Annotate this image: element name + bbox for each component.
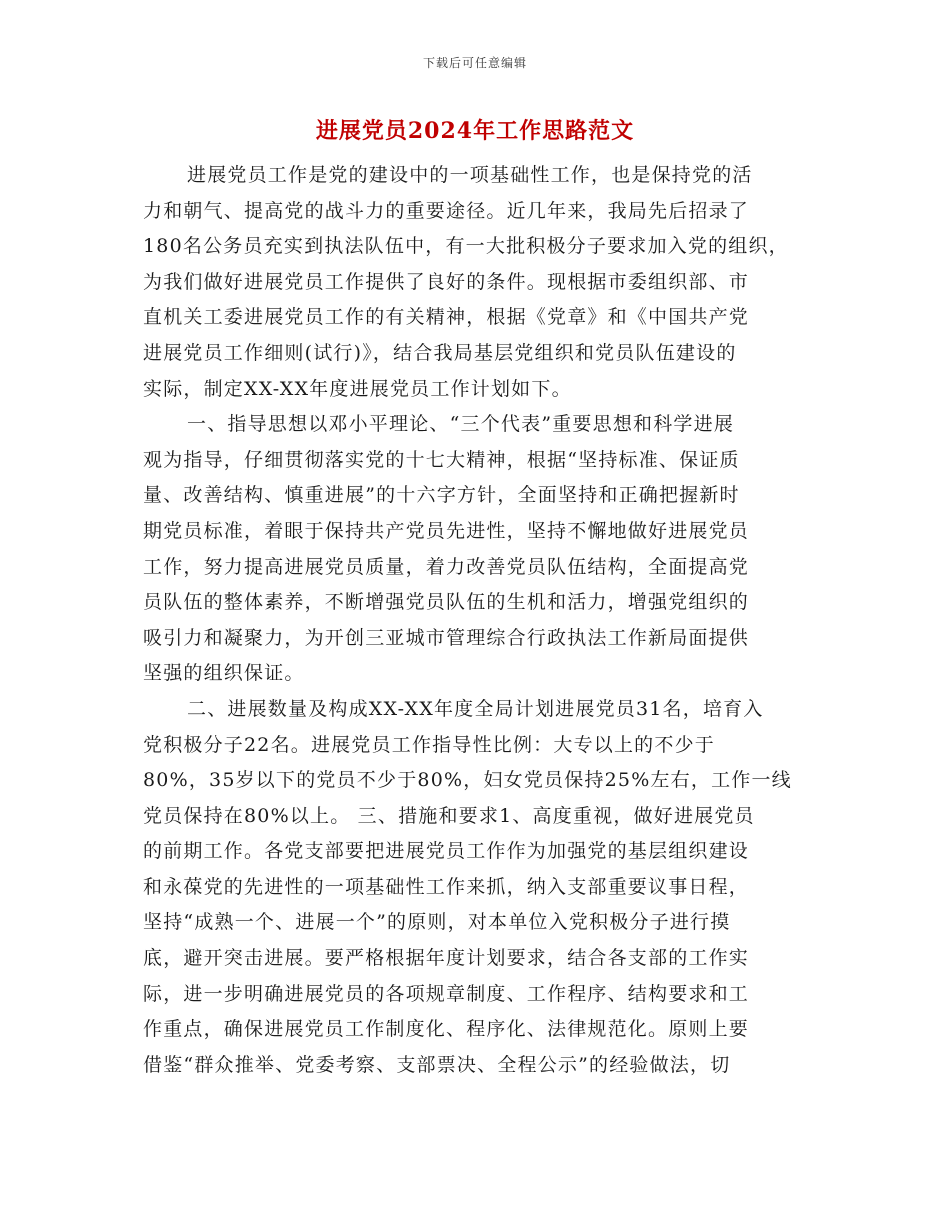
body-line: 实际，制定XX-XX年度进展党员工作计划如下。 bbox=[143, 377, 572, 400]
body-line: 为我们做好进展党员工作提供了良好的条件。现根据市委组织部、市 bbox=[143, 270, 750, 293]
header-note: 下载后可任意编辑 bbox=[422, 56, 527, 70]
body-line: 工作，努力提高进展党员质量，着力改善党员队伍结构，全面提高党 bbox=[143, 555, 750, 578]
body-line: 借鉴“群众推举、党委考察、支部票决、全程公示”的经验做法，切 bbox=[143, 1053, 731, 1076]
body-line: 观为指导，仔细贯彻落实党的十七大精神，根据“坚持标准、保证质 bbox=[143, 448, 740, 471]
body-line: 坚持“成熟一个、进展一个”的原则，对本单位入党积极分子进行摸 bbox=[143, 911, 731, 934]
body-line: 力和朝气、提高党的战斗力的重要途径。近几年来，我局先后招录了 bbox=[143, 199, 750, 222]
body-line: 进展党员工作是党的建设中的一项基础性工作，也是保持党的活 bbox=[187, 164, 753, 186]
body-line: 量、改善结构、慎重进展”的十六字方针，全面坚持和正确把握新时 bbox=[143, 484, 740, 507]
body-line: 和永葆党的先进性的一项基础性工作来抓，纳入支部重要议事日程， bbox=[143, 875, 750, 898]
body-line: 的前期工作。各党支部要把进展党员工作作为加强党的基层组织建设 bbox=[143, 840, 750, 863]
body-line: 际，进一步明确进展党员的各项规章制度、工作程序、结构要求和工 bbox=[143, 982, 750, 1005]
body-line: 期党员标准，着眼于保持共产党员先进性，坚持不懈地做好进展党员 bbox=[143, 519, 750, 542]
body-line: 进展党员工作细则(试行)》，结合我局基层党组织和党员队伍建设的 bbox=[143, 341, 737, 364]
body-line: 二、进展数量及构成XX-XX年度全局计划进展党员31名，培育入 bbox=[187, 697, 764, 720]
body-line: 底，避开突击进展。要严格根据年度计划要求，结合各支部的工作实 bbox=[143, 947, 750, 970]
body-line: 党积极分子22名。进展党员工作指导性比例：大专以上的不少于 bbox=[143, 733, 715, 756]
body-line: 党员保持在80%以上。 三、措施和要求1、高度重视，做好进展党员 bbox=[143, 804, 755, 827]
document-title: 进展党员2024年工作思路范文 bbox=[315, 118, 635, 144]
body-line: 吸引力和凝聚力，为开创三亚城市管理综合行政执法工作新局面提供 bbox=[143, 626, 750, 649]
body-line: 直机关工委进展党员工作的有关精神，根据《党章》和《中国共产党 bbox=[143, 306, 750, 329]
document-body bbox=[143, 158, 833, 1083]
body-line: 80%，35岁以下的党员不少于80%，妇女党员保持25%左右，工作一线 bbox=[143, 769, 792, 792]
body-line: 作重点，确保进展党员工作制度化、程序化、法律规范化。原则上要 bbox=[143, 1018, 750, 1041]
body-line: 坚强的组织保证。 bbox=[143, 662, 305, 685]
body-line: 一、指导思想以邓小平理论、“三个代表”重要思想和科学进展 bbox=[187, 413, 735, 436]
body-line: 员队伍的整体素养，不断增强党员队伍的生机和活力，增强党组织的 bbox=[143, 591, 750, 614]
body-line: 180名公务员充实到执法队伍中，有一大批积极分子要求加入党的组织， bbox=[143, 235, 789, 258]
